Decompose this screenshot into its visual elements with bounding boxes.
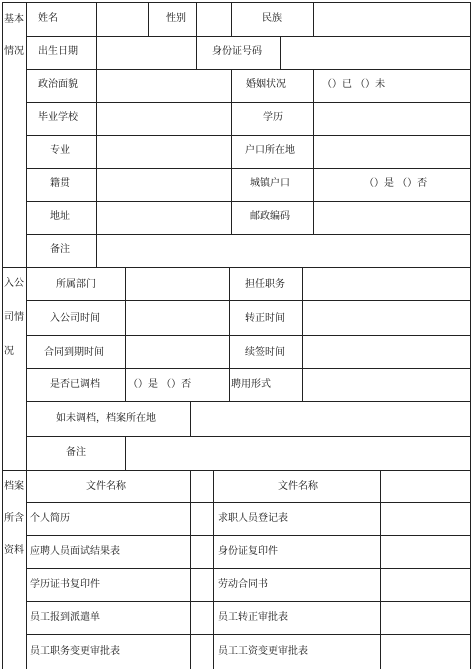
border-top xyxy=(2,2,471,3)
postal-code-label: 邮政编码 xyxy=(250,211,290,222)
archive-left-item: 学历证书复印件 xyxy=(30,579,100,590)
row-line xyxy=(26,601,471,602)
row-line xyxy=(26,234,471,235)
col-line xyxy=(229,267,230,401)
col-line xyxy=(302,267,303,401)
birth-date-label: 出生日期 xyxy=(38,46,78,57)
renewal-date-label: 续签时间 xyxy=(245,347,285,358)
education-label: 学历 xyxy=(263,112,283,123)
col-line xyxy=(313,2,314,36)
archive-header-left: 文件名称 xyxy=(86,481,126,492)
row-line xyxy=(26,201,471,202)
graduate-school-label: 毕业学校 xyxy=(38,112,78,123)
urban-hukou-label: 城镇户口 xyxy=(250,178,290,189)
row-line xyxy=(26,36,471,37)
regularization-date-label: 转正时间 xyxy=(245,313,285,324)
row-line xyxy=(26,401,471,402)
col-line xyxy=(125,267,126,401)
id-number-label: 身份证号码 xyxy=(212,46,262,57)
position-label: 担任职务 xyxy=(245,279,285,290)
marital-status-label: 婚姻状况 xyxy=(246,79,286,90)
col-line xyxy=(313,69,314,234)
col-line xyxy=(231,2,232,36)
file-options: （）是 （）否 xyxy=(128,379,192,390)
col-line xyxy=(148,2,149,36)
archive-right-item: 求职人员登记表 xyxy=(218,513,288,524)
section-title-archive-1: 档案 xyxy=(4,481,24,492)
native-place-label: 籍贯 xyxy=(50,178,70,189)
row-line xyxy=(26,102,471,103)
archive-left-item: 个人简历 xyxy=(30,513,70,524)
gender-label: 性别 xyxy=(166,13,186,24)
ethnicity-label: 民族 xyxy=(262,13,282,24)
section-title-archive-2: 所含 xyxy=(4,513,24,524)
archive-right-item: 员工工资变更审批表 xyxy=(218,646,308,657)
col-line xyxy=(96,2,97,267)
row-line xyxy=(26,69,471,70)
row-line xyxy=(26,502,471,503)
col-line xyxy=(190,401,191,436)
col-line xyxy=(213,470,214,669)
row-line xyxy=(26,168,471,169)
row-line xyxy=(26,634,471,635)
basic-remarks-label: 备注 xyxy=(50,244,70,255)
col-line xyxy=(280,36,281,69)
political-status-label: 政治面貌 xyxy=(38,79,78,90)
file-transferred-label: 是否已调档 xyxy=(50,379,100,390)
department-label: 所属部门 xyxy=(56,279,96,290)
contract-expiry-label: 合同到期时间 xyxy=(44,347,104,358)
col-line xyxy=(190,470,191,669)
join-date-label: 入公司时间 xyxy=(50,313,100,324)
employment-type-label: 聘用形式 xyxy=(231,379,271,390)
row-line xyxy=(26,436,471,437)
archive-header-right: 文件名称 xyxy=(278,481,318,492)
col-line xyxy=(231,69,232,234)
joining-remarks-label: 备注 xyxy=(66,447,86,458)
major-label: 专业 xyxy=(50,145,70,156)
section-title-basic-1: 基本 xyxy=(4,14,24,25)
section-title-basic-2: 情况 xyxy=(4,46,24,57)
row-line xyxy=(26,135,471,136)
name-label: 姓名 xyxy=(38,13,58,24)
row-line xyxy=(26,335,471,336)
section-title-joining-2: 司情 xyxy=(4,312,24,323)
col-line xyxy=(125,436,126,470)
marital-options: （）已 （）未 xyxy=(322,79,386,90)
hukou-location-label: 户口所在地 xyxy=(245,145,295,156)
section-divider xyxy=(2,470,471,471)
file-location-label: 如未调档，档案所在地 xyxy=(56,413,156,424)
section-divider xyxy=(2,267,471,268)
row-line xyxy=(26,568,471,569)
row-line xyxy=(26,535,471,536)
section-title-joining-1: 入公 xyxy=(4,278,24,289)
row-line xyxy=(26,368,471,369)
urban-hukou-options: （）是 （）否 xyxy=(364,178,428,189)
row-line xyxy=(26,300,471,301)
archive-right-item: 员工转正审批表 xyxy=(218,612,288,623)
archive-left-item: 应聘人员面试结果表 xyxy=(30,546,120,557)
col-line xyxy=(196,36,197,69)
archive-right-item: 劳动合同书 xyxy=(218,579,268,590)
address-label: 地址 xyxy=(50,211,70,222)
archive-left-item: 员工报到派遣单 xyxy=(30,612,100,623)
section-title-archive-3: 资料 xyxy=(4,545,24,556)
col-line xyxy=(196,2,197,36)
archive-right-item: 身份证复印件 xyxy=(218,546,278,557)
archive-left-item: 员工职务变更审批表 xyxy=(30,646,120,657)
col-line xyxy=(380,470,381,669)
border-left xyxy=(2,2,3,669)
section-title-joining-3: 况 xyxy=(4,346,14,357)
